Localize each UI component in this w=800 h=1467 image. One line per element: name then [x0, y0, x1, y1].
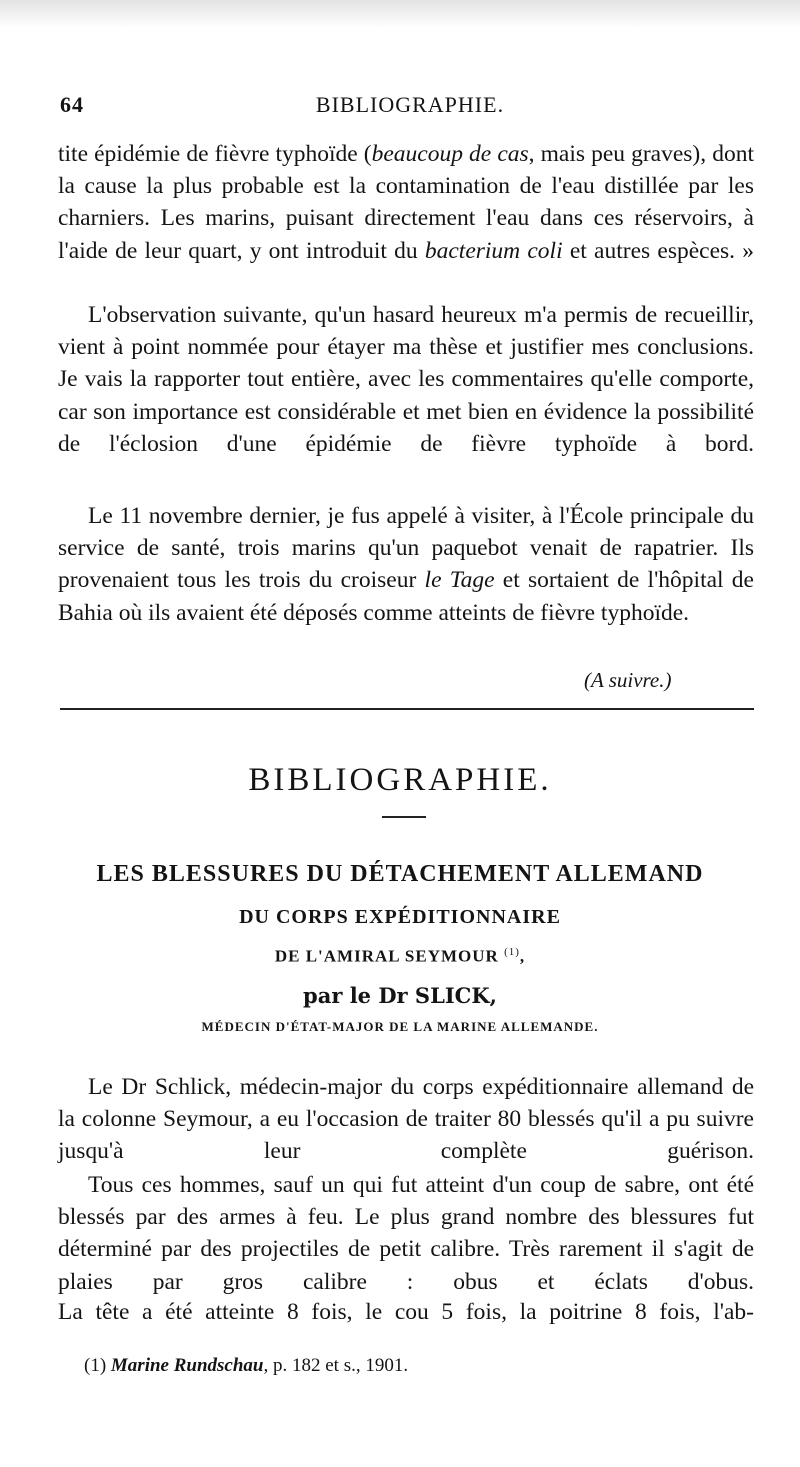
- journal-name: Marine Rundschau: [110, 1355, 264, 1376]
- footnote-number: (1): [84, 1355, 107, 1376]
- article-paragraph-3: La tête a été atteinte 8 fois, le cou 5 fois, la poitrine 8 fois, l'ab-: [58, 1299, 754, 1325]
- page-header: [60, 92, 760, 126]
- article-title-line-1: LES BLESSURES DU DÉTACHEMENT ALLEMAND: [96, 861, 704, 887]
- author-byline: par le Dr SLICK,: [303, 983, 497, 1008]
- article-paragraph-1: Le Dr Schlick, médecin-major du corps expéditionnaire allemand de la colonne Seymour, a eu l'occasion de traiter 80 blessés qu'il a pu suivre jusqu'à leur complète guérison.: [58, 1074, 754, 1165]
- continuation-paragraph-3: Le 11 novembre dernier, je fus appelé à visiter, à l'École principale du service de santé, trois marins qu'un paquebot venait de rapatrier. Ils provenaient tous les trois du croiseur le Tage et sortaient de l'hôpital de Bahia où ils avaient été déposés comme atteints de fièvre typhoïde.: [58, 503, 754, 626]
- page-number: 64: [60, 92, 84, 117]
- section-divider: [60, 708, 754, 710]
- ship-name: le Tage: [424, 567, 495, 594]
- to-be-continued: (A suivre.): [584, 668, 672, 692]
- article-title-line-2: DU CORPS EXPÉDITIONNAIRE: [239, 906, 561, 928]
- continuation-paragraph-1: tite épidémie de fièvre typhoïde (beaucoup de cas, mais peu graves), dont la cause la plus probable est la contamination de l'eau distillée par les charniers. Les marins, puisant directement l'eau dans ces réservoirs, à l'aide de leur quart, y ont introduit du bacterium coli et autres espèces. »: [58, 141, 755, 264]
- title-underline: [382, 816, 426, 818]
- italic-phrase: beaucoup de cas: [371, 141, 529, 167]
- running-head: BIBLIOGRAPHIE.: [315, 92, 505, 117]
- article-paragraph-2: Tous ces hommes, sauf un qui fut atteint d'un coup de sabre, ont été blessés par des armes à feu. Le plus grand nombre des blessures fut déterminé par des projectiles de petit calibre. Très rarement il s'agit de plaies par gros calibre : obus et éclats d'obus.: [58, 1172, 754, 1295]
- author-affiliation: MÉDECIN D'ÉTAT-MAJOR DE LA MARINE ALLEMANDE.: [201, 1019, 599, 1034]
- footnote: (1) Marine Rundschau, p. 182 et s., 1901.: [84, 1355, 409, 1376]
- italic-term: bacterium coli: [424, 237, 563, 264]
- continuation-paragraph-2: L'observation suivante, qu'un hasard heureux m'a permis de recueillir, vient à point nommée pour étayer ma thèse et justifier mes conclusions. Je vais la rapporter tout entière, avec les commentaires qu'elle comporte, car son importance est considérable et met bien en évidence la possibilité de l'éclosion d'une épidémie de fièvre typhoïde à bord.: [58, 302, 754, 457]
- section-title: BIBLIOGRAPHIE.: [248, 762, 552, 798]
- article-title-line-3: DE L'AMIRAL SEYMOUR $^{(1)}$,: [274, 946, 526, 966]
- footnote-marker: (1): [504, 946, 520, 958]
